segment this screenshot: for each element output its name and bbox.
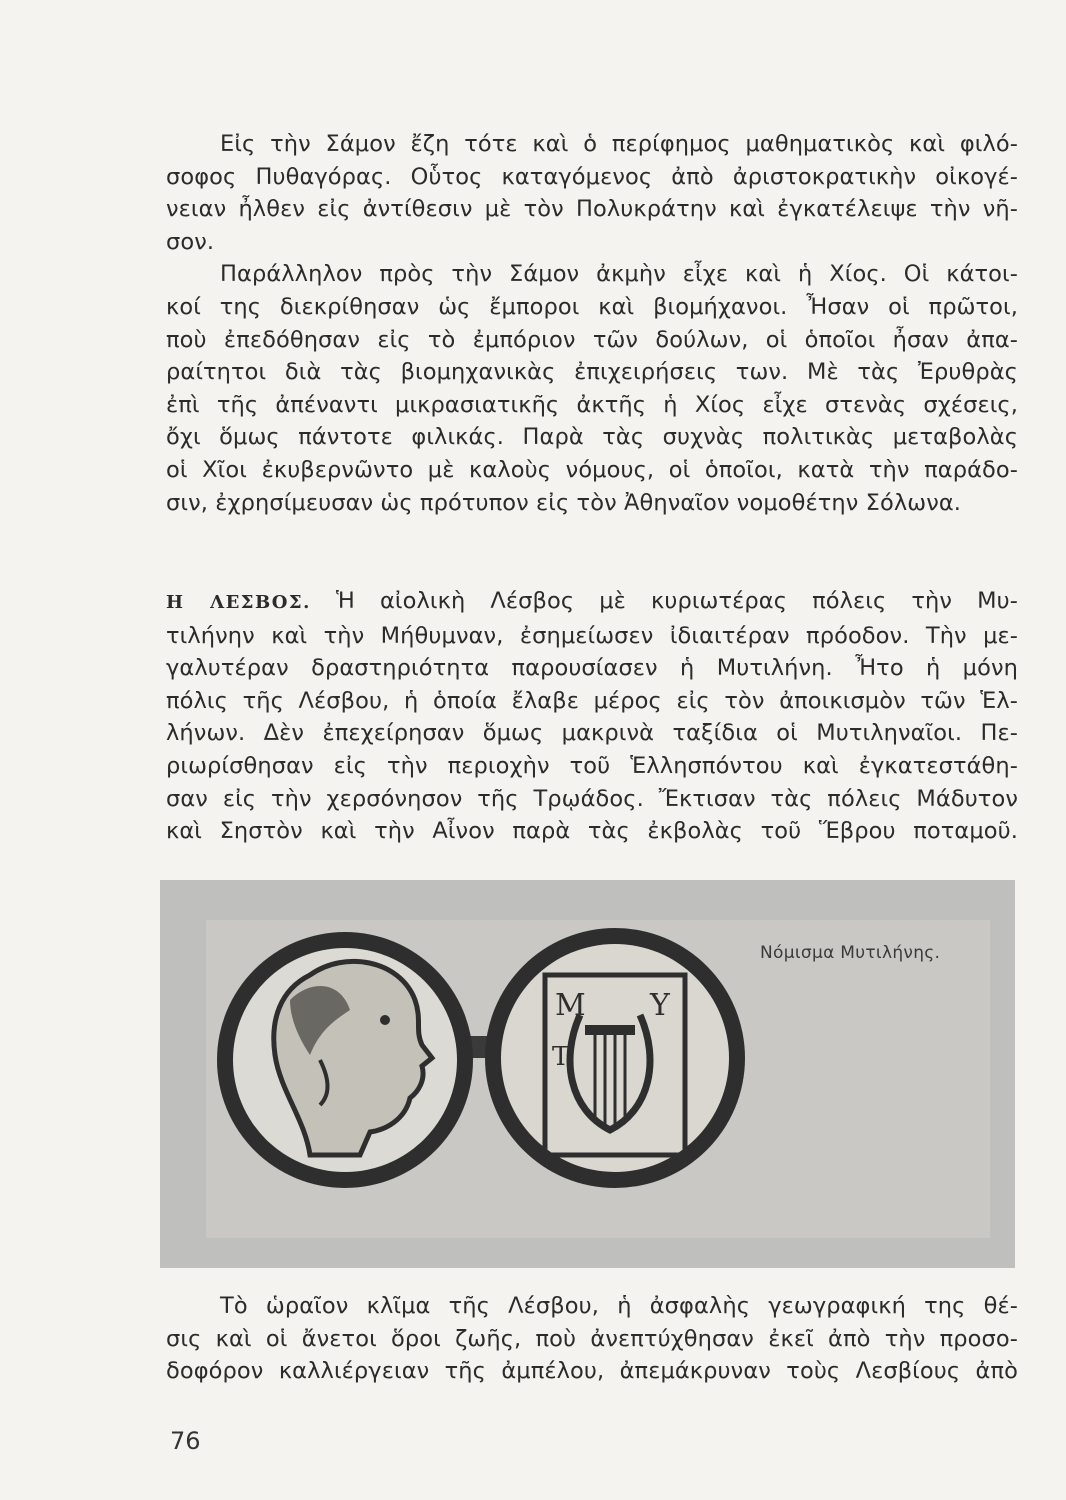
text-line: γαλυτέραν δραστηριότητα παρουσίασεν ἡ Μυτιλήνη. Ἦτο ἡ μόνη xyxy=(166,655,1018,682)
lyre-crossbar xyxy=(585,1025,635,1035)
text-line-rest: Ἡ αἰολικὴ Λέσβος μὲ κυριωτέρας πόλεις τὴν Μυ- xyxy=(335,588,1018,614)
page-number: 76 xyxy=(170,1427,201,1455)
section-heading: Η ΛΕΣΒΟΣ. xyxy=(166,592,311,613)
text-line: δοφόρον καλλιέργειαν τῆς ἀμπέλου, ἀπεμάκρυναν τοὺς Λεσβίους ἀπὸ xyxy=(166,1358,1018,1385)
text-line: πόλις τῆς Λέσβου, ἡ ὁποία ἔλαβε μέρος εἰς τὸν ἀποικισμὸν τῶν Ἑλ- xyxy=(166,687,1018,714)
coin-letter: Υ xyxy=(650,988,670,1023)
text-line: Παράλληλον πρὸς τὴν Σάμον ἀκμὴν εἶχε καὶ ἡ Χίος. Οἱ κάτοι- xyxy=(220,261,1018,288)
text-line: σοφος Πυθαγόρας. Οὗτος καταγόμενος ἀπὸ ἀριστοκρατικὴν οἰκογέ- xyxy=(166,163,1018,190)
text-line: σαν εἰς τὴν χερσόνησον τῆς Τρῳάδος. Ἔκτισαν τὰς πόλεις Μάδυτον xyxy=(166,785,1018,812)
text-line: τιλήνην καὶ τὴν Μήθυμναν, ἐσημείωσεν ἰδιαιτέραν πρόοδον. Τὴν με- xyxy=(166,622,1018,649)
text-line: ριωρίσθησαν εἰς τὴν περιοχὴν τοῦ Ἑλλησπόντου καὶ ἐγκατεστάθη- xyxy=(166,752,1018,779)
text-line: Εἰς τὴν Σάμον ἔζη τότε καὶ ὁ περίφημος μαθηματικὸς καὶ φιλό- xyxy=(220,131,1018,157)
text-line: σιν, ἐχρησίμευσαν ὡς πρότυπον εἰς τὸν Ἀθηναῖον νομοθέτην Σόλωνα. xyxy=(166,489,962,516)
eye xyxy=(380,1015,390,1025)
coin-figure xyxy=(160,880,1015,1268)
text-line: Τὸ ὡραῖον κλῖμα τῆς Λέσβου, ἡ ἀσφαλὴς γεωγραφική της θέ- xyxy=(220,1293,1018,1319)
text-line: ἐπὶ τῆς ἀπέναντι μικρασιατικῆς ἀκτῆς ἡ Χίος εἶχε στενὰς σχέσεις, xyxy=(166,391,1018,418)
text-line: σον. xyxy=(166,228,215,255)
text-line: κοί της διεκρίθησαν ὡς ἔμποροι καὶ βιομήχανοι. Ἦσαν οἱ πρῶτοι, xyxy=(166,293,1018,320)
coin-letter: Μ xyxy=(555,988,586,1023)
figure-caption: Νόμισμα Μυτιλήνης. xyxy=(760,943,941,963)
coin-letter: Τ xyxy=(552,1042,570,1072)
text-line: οἱ Χῖοι ἐκυβερνῶντο μὲ καλοὺς νόμους, οἱ ὁποῖοι, κατὰ τὴν παράδο- xyxy=(166,456,1018,483)
text-line xyxy=(166,585,1018,620)
paragraph-pythagoras xyxy=(166,128,1018,519)
text-line: σις καὶ οἱ ἄνετοι ὅροι ζωῆς, ποὺ ἀνεπτύχθησαν ἐκεῖ ἀπὸ τὴν προσο- xyxy=(166,1325,1018,1352)
paragraph-lesbos-climate xyxy=(166,1290,1018,1388)
text-line: ὄχι ὅμως πάντοτε φιλικάς. Παρὰ τὰς συχνὰς πολιτικὰς μεταβολὰς xyxy=(166,424,1018,451)
text-line: ραίτητοι διὰ τὰς βιομηχανικὰς ἐπιχειρήσεις των. Μὲ τὰς Ἐρυθρὰς xyxy=(166,359,1018,386)
text-line: λήνων. Δὲν ἐπεχείρησαν ὅμως μακρινὰ ταξίδια οἱ Μυτιληναῖοι. Πε- xyxy=(166,720,1018,747)
text-line: καὶ Σηστὸν καὶ τὴν Αἶνον παρὰ τὰς ἐκβολὰς τοῦ Ἕβρου ποταμοῦ. xyxy=(166,818,1018,845)
text-line: νειαν ἦλθεν εἰς ἀντίθεσιν μὲ τὸν Πολυκράτην καὶ ἐγκατέλειψε τὴν νῆ- xyxy=(166,196,1018,223)
text-line: ποὺ ἐπεδόθησαν εἰς τὸ ἐμπόριον τῶν δούλων, οἱ ὁποῖοι ἦσαν ἀπα- xyxy=(166,326,1018,353)
paragraph-lesbos xyxy=(166,585,1018,848)
coin-illustration xyxy=(160,880,1015,1268)
